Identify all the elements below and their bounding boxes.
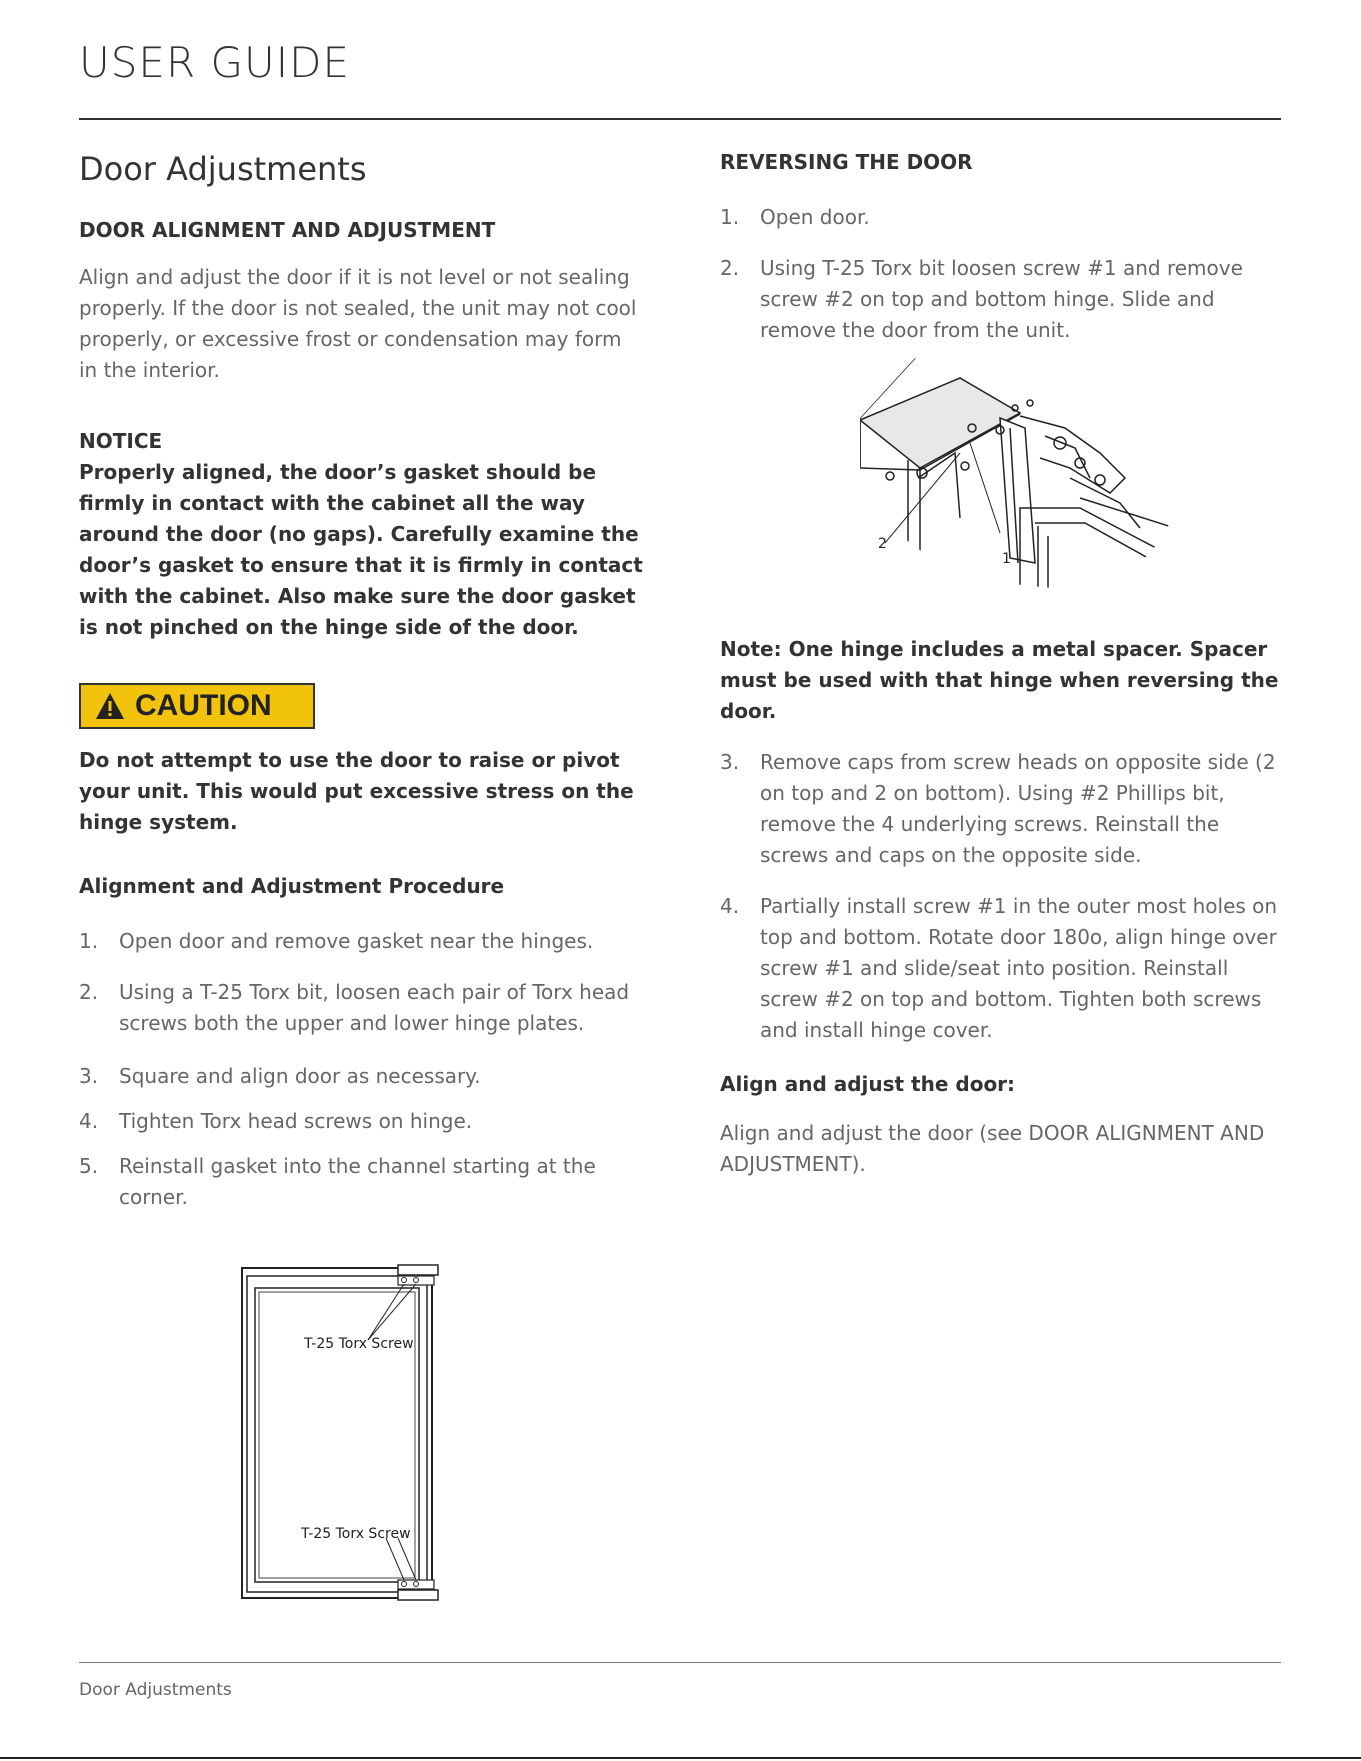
hinge-label-1: 1 — [1002, 551, 1011, 567]
reversing-steps-b — [720, 747, 1285, 1046]
procedure-title: Alignment and Adjustment Procedure — [79, 874, 505, 898]
step-text: Tighten Torx head screws on hinge. — [119, 1109, 473, 1133]
step-number: 1. — [720, 205, 740, 229]
step-number: 3. — [720, 750, 740, 774]
list-item — [79, 977, 644, 1039]
procedure-steps — [79, 926, 644, 1213]
step-number: 4. — [720, 894, 740, 918]
step-number: 5. — [79, 1154, 99, 1178]
align-heading: Align and adjust the door: — [720, 1072, 1016, 1096]
left-column — [79, 150, 644, 1233]
step-text: Partially install screw #1 in the outer most holes on top and bottom. Rotate door 180o, align hinge over screw #1 and slide/seat into position. Reinstall screw #2 on top and bottom. Tighten both screws and install hinge cover. — [760, 894, 1278, 1042]
page-header-title: USER GUIDE — [79, 38, 351, 87]
list-item — [79, 1106, 644, 1137]
list-item — [720, 891, 1285, 1046]
footer-text: Door Adjustments — [79, 1680, 232, 1700]
step-text: Open door and remove gasket near the hinges. — [119, 929, 594, 953]
list-item — [720, 253, 1285, 346]
list-item — [79, 926, 644, 957]
spacer-note: Note: One hinge includes a metal spacer. Spacer must be used with that hinge when reversing the door. — [720, 637, 1279, 723]
step-text: Using T-25 Torx bit loosen screw #1 and remove screw #2 on top and bottom hinge. Slide and remove the door from the unit. — [760, 256, 1243, 342]
step-number: 3. — [79, 1064, 99, 1088]
footer-divider — [79, 1662, 1281, 1663]
step-number: 2. — [720, 256, 740, 280]
figure-label-top: T-25 Torx Screw — [304, 1336, 414, 1352]
right-column — [720, 150, 1285, 1180]
step-text: Remove caps from screw heads on opposite side (2 on top and 2 on bottom). Using #2 Phillips bit, remove the 4 underlying screws. Reinstall the screws and caps on the opposite side. — [760, 750, 1276, 867]
notice-block — [79, 426, 644, 643]
section-title: Door Adjustments — [79, 150, 367, 188]
notice-text: Properly aligned, the door’s gasket should be firmly in contact with the cabinet all the way around the door (no gaps). Carefully examine the door’s gasket to ensure that it is firmly in contact with the cabinet. Also make sure the door gasket is not pinched on the hinge side of the door. — [79, 460, 643, 639]
warning-triangle-icon — [95, 692, 125, 720]
page-bottom-border — [0, 1757, 1361, 1759]
caution-banner — [79, 683, 315, 729]
list-item — [79, 1151, 644, 1213]
caution-text: Do not attempt to use the door to raise or pivot your unit. This would put excessive stress on the hinge system. — [79, 748, 634, 834]
list-item — [720, 747, 1285, 871]
hinge-label-2: 2 — [878, 536, 887, 552]
step-number: 1. — [79, 929, 99, 953]
door-diagram — [238, 1262, 443, 1604]
align-text: Align and adjust the door (see DOOR ALIGNMENT AND ADJUSTMENT). — [720, 1121, 1265, 1176]
step-text: Using a T-25 Torx bit, loosen each pair of Torx head screws both the upper and lower hinge plates. — [119, 980, 630, 1035]
list-item — [79, 1061, 644, 1092]
step-text: Reinstall gasket into the channel starting at the corner. — [119, 1154, 596, 1209]
alignment-text: Align and adjust the door if it is not level or not sealing properly. If the door is not sealed, the unit may not cool properly, or excessive frost or condensation may form in the interior. — [79, 265, 637, 382]
caution-label: CAUTION — [135, 689, 272, 722]
alignment-heading: DOOR ALIGNMENT AND ADJUSTMENT — [79, 218, 496, 242]
step-text: Square and align door as necessary. — [119, 1064, 481, 1088]
hinge-diagram — [860, 358, 1175, 603]
header-divider — [79, 118, 1281, 120]
reversing-steps-a — [720, 202, 1285, 346]
step-text: Open door. — [760, 205, 870, 229]
step-number: 4. — [79, 1109, 99, 1133]
notice-title: NOTICE — [79, 429, 163, 453]
list-item — [720, 202, 1285, 233]
reversing-heading: REVERSING THE DOOR — [720, 150, 973, 174]
step-number: 2. — [79, 980, 99, 1004]
figure-label-bottom: T-25 Torx Screw — [301, 1526, 411, 1542]
